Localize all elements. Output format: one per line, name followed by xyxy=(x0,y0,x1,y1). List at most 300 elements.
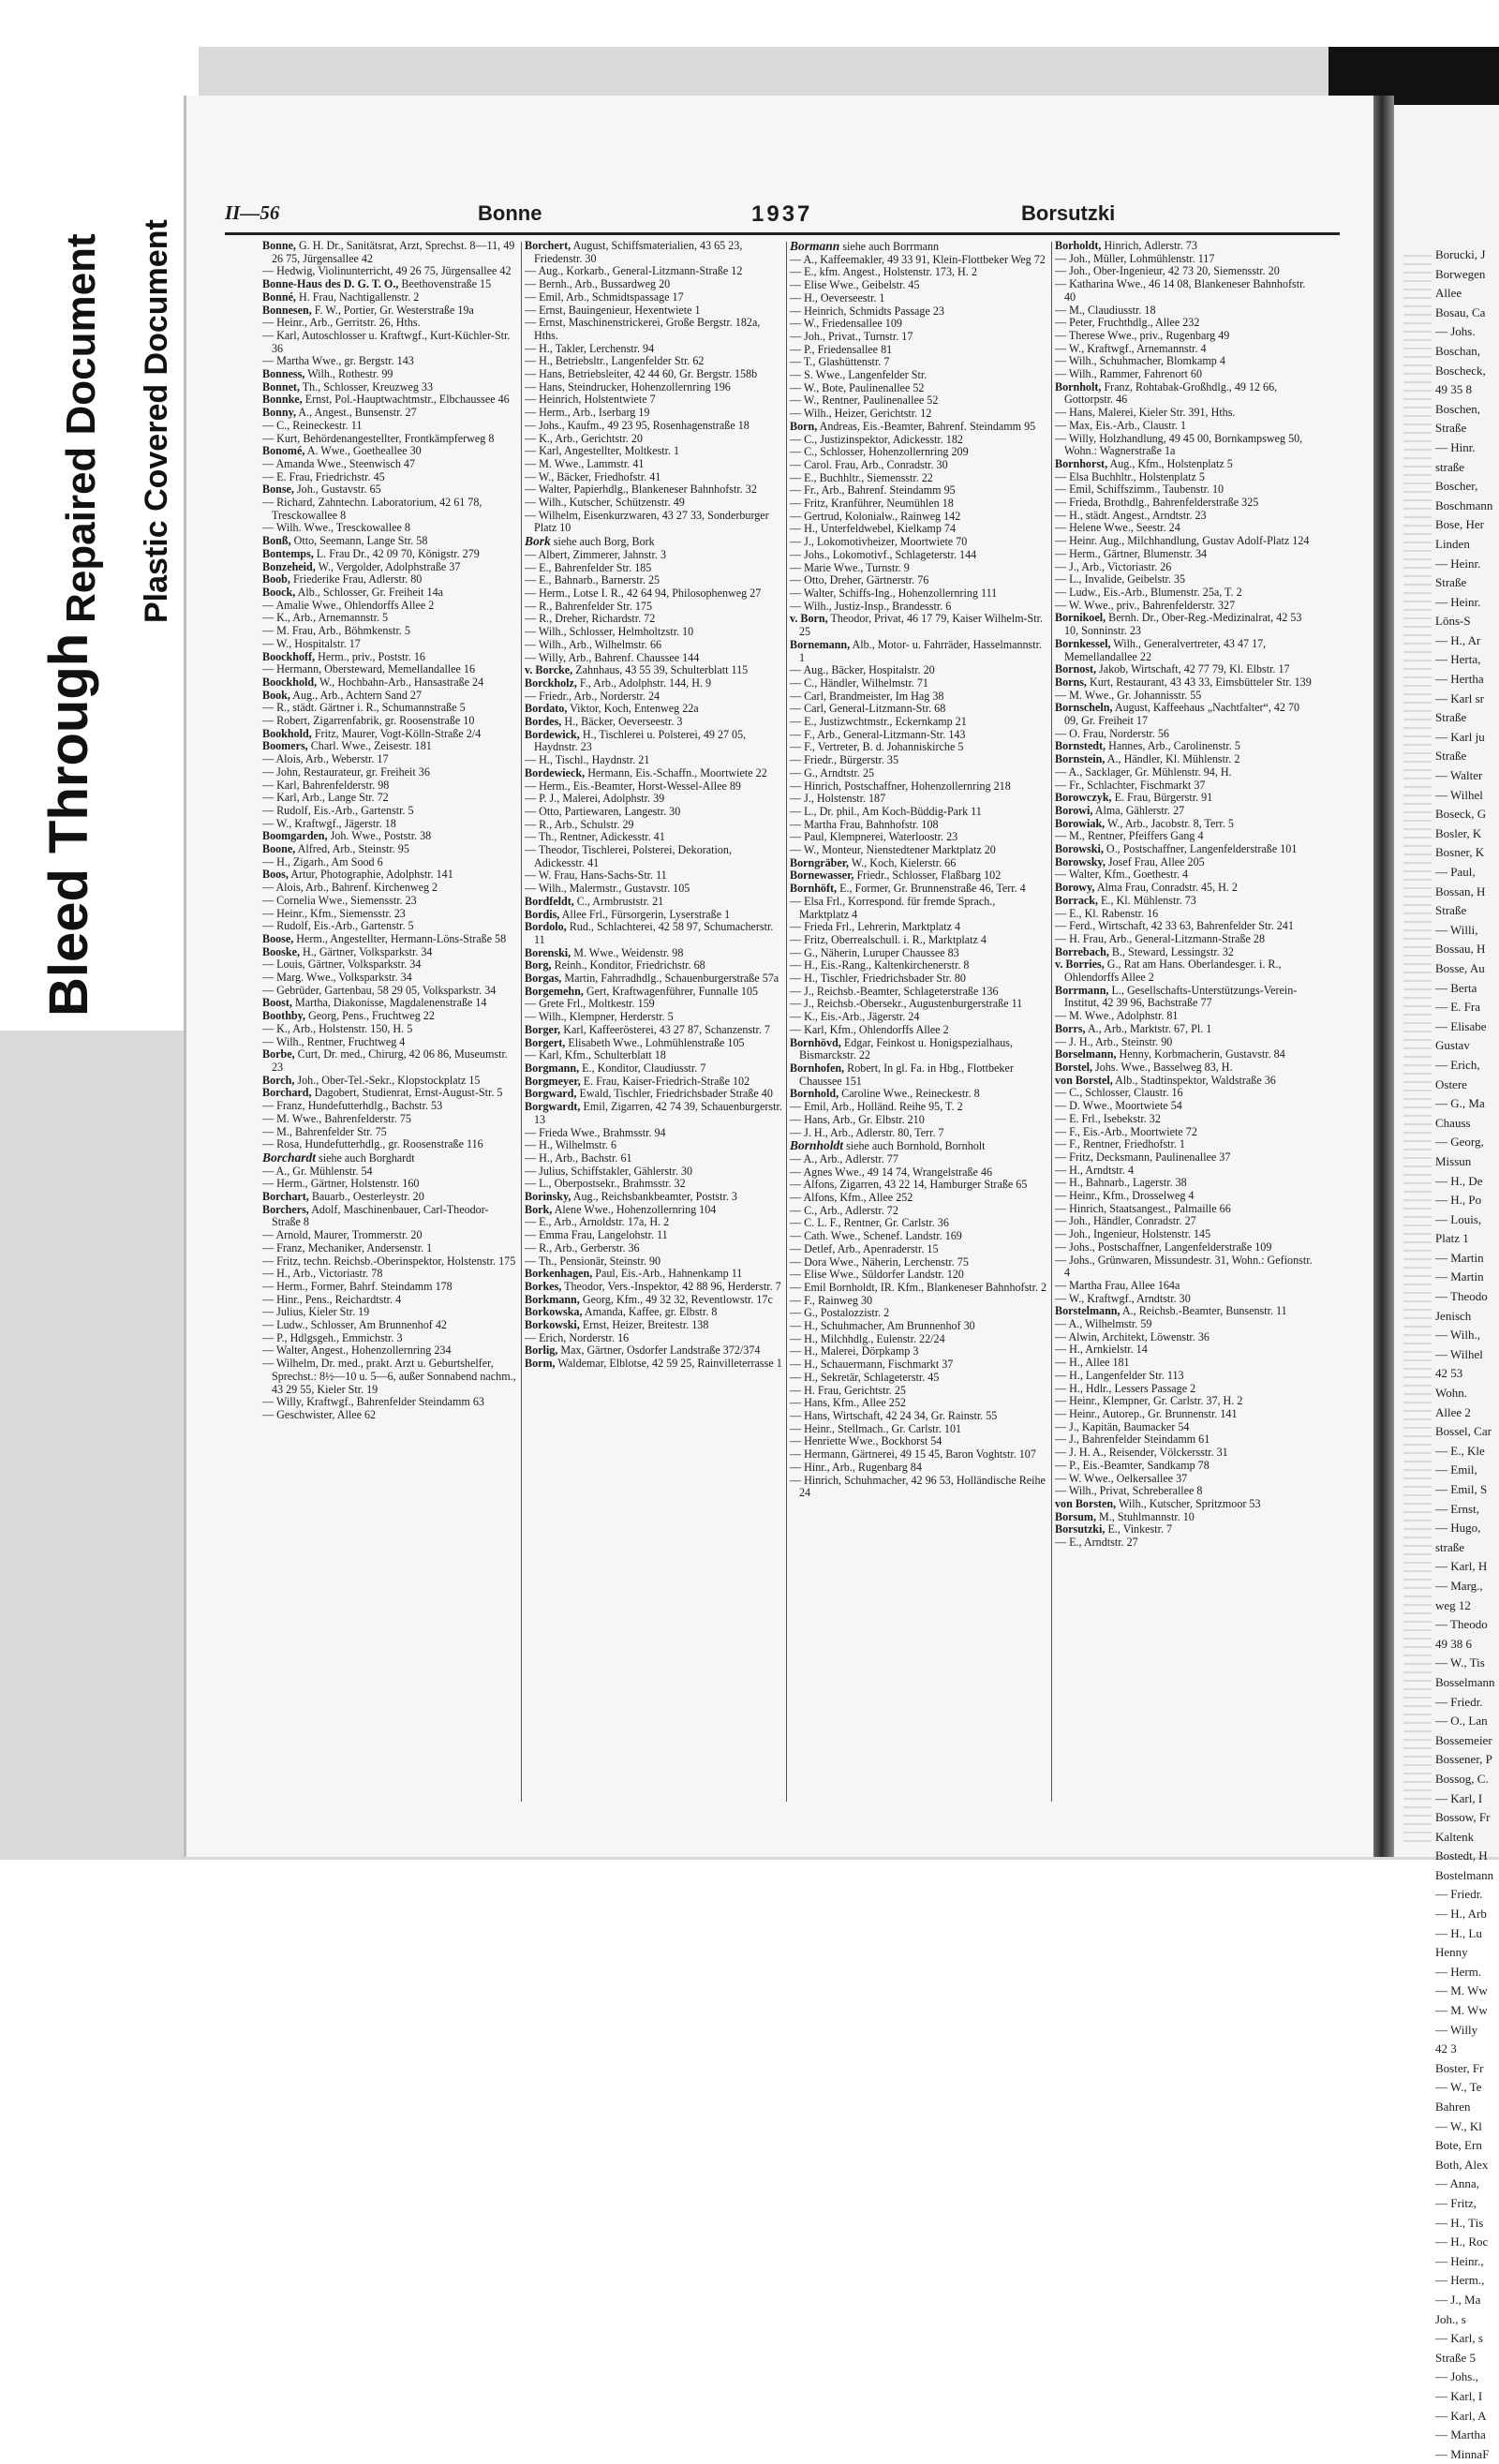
entry-details: — H., Schauermann, Fischmarkt 37 xyxy=(790,1358,954,1372)
entry-details: — C., Händler, Wilhelmstr. 71 xyxy=(790,675,928,690)
entry-details: — H. Frau, Gerichtstr. 25 xyxy=(790,1383,906,1397)
entry-details: — Elsa Frl., Korrespond. für fremde Sprach., Marktplatz 4 xyxy=(790,894,996,921)
entry-surname: Borsum, xyxy=(1055,1509,1097,1523)
entry-details: — Walter, Kfm., Goethestr. 4 xyxy=(1055,868,1189,882)
directory-entry xyxy=(1055,1523,1315,1536)
entry-details: — Wilh., Privat, Schreberallee 8 xyxy=(1055,1484,1203,1498)
entry-details: — Wilh., Klempner, Herderstr. 5 xyxy=(525,1010,674,1024)
fragment-line: Wohn. xyxy=(1435,1386,1467,1401)
entry-details: Joh., Ober-Tel.-Sekr., Klopstockplatz 15 xyxy=(297,1073,481,1087)
entry-details: — Rudolf, Eis.-Arb., Gartenstr. 5 xyxy=(262,919,414,933)
fragment-line: 42 53 xyxy=(1435,1366,1463,1381)
entry-details: — John, Restaurateur, gr. Freiheit 36 xyxy=(262,764,430,779)
entry-details: — H., Eis.-Rang., Kaltenkirchenerstr. 8 xyxy=(790,958,970,972)
entry-details: — Herm., Arb., Iserbarg 19 xyxy=(525,406,650,420)
entry-surname: Borgert, xyxy=(525,1035,566,1049)
entry-details: — D. Wwe., Moortwiete 54 xyxy=(1055,1099,1182,1113)
entry-details: — Alwin, Architekt, Löwenstr. 36 xyxy=(1055,1329,1210,1343)
entry-surname: Bornscheln, xyxy=(1055,701,1113,715)
directory-entry xyxy=(262,561,517,574)
entry-details: Ernst, Pol.-Hauptwachtmstr., Elbchaussee 46 xyxy=(304,393,510,407)
directory-entry xyxy=(262,240,517,265)
entry-details: — S. Wwe., Langenfelder Str. xyxy=(790,368,928,382)
fragment-line: Straße xyxy=(1435,749,1467,764)
fragment-line: — Willy xyxy=(1435,2022,1478,2037)
directory-entry xyxy=(790,741,1047,754)
entry-details: Aug., Arb., Achtern Sand 27 xyxy=(292,688,423,702)
entry-details: — A., Sacklager, Gr. Mühlenstr. 94, H. xyxy=(1055,764,1232,779)
entry-surname: Borckholz, xyxy=(525,675,577,690)
entry-details: — J., Kapitän, Baumacker 54 xyxy=(1055,1419,1190,1433)
entry-details: — Herm., Gärtner, Holstenstr. 160 xyxy=(262,1177,420,1191)
column-divider xyxy=(521,242,522,1802)
directory-entry xyxy=(1055,561,1315,574)
directory-entry xyxy=(1055,1395,1315,1408)
entry-details: Alfred, Arb., Steinstr. 95 xyxy=(297,842,409,856)
entry-details: — Willy, Arb., Bahrenf. Chaussee 144 xyxy=(525,650,700,664)
directory-entry xyxy=(262,690,517,703)
entry-details: Zahnhaus, 43 55 39, Schulterblatt 115 xyxy=(575,663,749,677)
directory-entry xyxy=(1055,497,1315,510)
directory-entry xyxy=(1055,1485,1315,1498)
entry-details: — W., Hospitalstr. 17 xyxy=(262,636,361,650)
directory-entry xyxy=(262,1151,517,1165)
directory-entry xyxy=(262,792,517,805)
entry-details: — Walter, Schiffs-Ing., Hohenzollernring 111 xyxy=(790,586,998,600)
directory-entry xyxy=(262,1126,517,1139)
directory-entry xyxy=(1055,958,1315,984)
directory-entry xyxy=(525,265,782,278)
directory-entry xyxy=(525,562,782,575)
entry-details: — H., Betriebsltr., Langenfelder Str. 62 xyxy=(525,354,705,368)
entry-details: O., Postschaffner, Langenfelderstraße 101 xyxy=(1106,842,1298,856)
entry-details: — Ernst, Maschinenstrickerei, Große Bergstr. 182a, Hths. xyxy=(525,316,761,342)
directory-entry xyxy=(790,998,1047,1011)
fragment-line: — Heinr. xyxy=(1435,556,1481,571)
entry-surname: Bonne-Haus des D. G. T. O., xyxy=(262,277,399,291)
entry-details: — Albert, Zimmerer, Jahnstr. 3 xyxy=(525,547,666,561)
directory-entry xyxy=(1055,1061,1315,1075)
entry-surname: Borstel, xyxy=(1055,1061,1092,1074)
entry-details: — Hedwig, Violinunterricht, 49 26 75, Jürgensallee 42 xyxy=(262,264,512,278)
entry-surname: Bornemann, xyxy=(790,637,851,651)
entry-details: Gert, Kraftwagenführer, Funnalle 105 xyxy=(586,984,759,998)
entry-details: — E., Bahnarb., Barnerstr. 25 xyxy=(525,573,660,587)
entry-details: — Ludw., Eis.-Arb., Blumenstr. 25a, T. 2 xyxy=(1055,585,1242,599)
entry-details: — Hans, Betriebsleiter, 42 44 60, Gr. Bergstr. 158b xyxy=(525,367,758,381)
directory-entry xyxy=(262,1409,517,1422)
entry-details: — J. H., Arb., Steinstr. 90 xyxy=(1055,1034,1173,1048)
directory-entry xyxy=(525,819,782,832)
entry-surname: Bordis, xyxy=(525,907,560,921)
entry-details: — Frieda Wwe., Brahmsstr. 94 xyxy=(525,1125,666,1139)
fragment-line: — Wilhel xyxy=(1435,787,1483,802)
directory-entry xyxy=(790,613,1047,638)
fragment-line: Boscher, xyxy=(1435,479,1478,494)
entry-details: — Carol. Frau, Arb., Conradstr. 30 xyxy=(790,457,948,471)
entry-details: — H., Malerei, Dörpkamp 3 xyxy=(790,1344,919,1358)
directory-entry xyxy=(790,1153,1047,1166)
directory-entry xyxy=(1055,381,1315,407)
directory-entry xyxy=(1055,740,1315,753)
directory-entry xyxy=(262,946,517,959)
fragment-line: Straße xyxy=(1435,710,1467,725)
directory-entry xyxy=(525,896,782,909)
entry-details: — Alfons, Zigarren, 43 22 14, Hamburger Straße 65 xyxy=(790,1178,1028,1192)
entry-details: Johs. Wwe., Basselweg 83, H. xyxy=(1095,1061,1233,1074)
fragment-line: Bossan, H xyxy=(1435,883,1486,898)
entry-details: — Frieda, Brothdlg., Bahrenfelderstraße 325 xyxy=(1055,496,1259,510)
fragment-line: Straße xyxy=(1435,421,1467,436)
fragment-line: Bosau, Ca xyxy=(1435,304,1486,319)
entry-surname: Borkowski, xyxy=(525,1318,580,1332)
directory-column-3 xyxy=(790,240,1047,1804)
fragment-line: — Friedr. xyxy=(1435,1694,1483,1709)
directory-entry xyxy=(790,934,1047,947)
entry-details: — Herm., Lotse I. R., 42 64 94, Philosophenweg 27 xyxy=(525,586,762,600)
entry-details: — Carl, General-Litzmann-Str. 68 xyxy=(790,702,946,716)
directory-entry xyxy=(790,318,1047,331)
entry-surname: Borowski, xyxy=(1055,842,1104,856)
fragment-line: — Friedr. xyxy=(1435,1887,1483,1902)
entry-details: — K., Eis.-Arb., Jägerstr. 24 xyxy=(790,1010,920,1024)
directory-entry xyxy=(790,1166,1047,1180)
entry-details: — Fr., Arb., Bahrenf. Steindamm 95 xyxy=(790,483,956,497)
entry-details: Herm., Angestellter, Hermann-Löns-Straße 58 xyxy=(296,931,507,945)
entry-surname: Borowi, xyxy=(1055,803,1093,817)
entry-details: — Franz, Mechaniker, Andersenstr. 1 xyxy=(262,1240,433,1254)
directory-entry xyxy=(1055,676,1315,690)
entry-details: — Joh., Privat., Turnstr. 17 xyxy=(790,329,913,343)
entry-details: — J., Lokomotivheizer, Moortwiete 70 xyxy=(790,535,968,549)
entry-details: — Alfons, Kfm., Allee 252 xyxy=(790,1191,913,1205)
directory-entry xyxy=(1055,343,1315,356)
entry-details: — Ludw., Schlosser, Am Brunnenhof 42 xyxy=(262,1318,447,1332)
directory-entry xyxy=(1055,368,1315,381)
directory-entry xyxy=(1055,278,1315,304)
entry-details: — H., Oeverseestr. 1 xyxy=(790,290,885,304)
fragment-line: — Georg, xyxy=(1435,1135,1484,1150)
directory-entry xyxy=(1055,510,1315,523)
directory-entry xyxy=(790,959,1047,972)
entry-details: — Geschwister, Allee 62 xyxy=(262,1407,377,1421)
last-entry-name: Borsutzki xyxy=(1021,201,1116,225)
entry-surname: Bordewieck, xyxy=(525,765,586,779)
entry-surname: Borkmann, xyxy=(525,1292,580,1306)
entry-details: A., Arb., Marktstr. 67, Pl. 1 xyxy=(1087,1021,1212,1035)
directory-entry xyxy=(790,472,1047,485)
entry-details: — Franz, Hundefutterhdlg., Bachstr. 53 xyxy=(262,1099,443,1113)
entry-details: H., Tischlerei u. Polsterei, 49 27 05, Haydnstr. 23 xyxy=(534,727,747,754)
directory-entry xyxy=(790,254,1047,267)
directory-entry xyxy=(790,986,1047,999)
entry-surname: Bornhofen, xyxy=(790,1061,845,1075)
directory-entry xyxy=(262,573,517,586)
directory-entry xyxy=(1055,1010,1315,1023)
fragment-line: — Ernst, xyxy=(1435,1501,1479,1516)
entry-details: — W., Kraftwgf., Arnemannstr. 4 xyxy=(1055,341,1207,355)
directory-entry xyxy=(790,1423,1047,1436)
directory-entry xyxy=(790,703,1047,716)
entry-details: — W. Frau, Hans-Sachs-Str. 11 xyxy=(525,868,667,883)
directory-entry xyxy=(790,729,1047,742)
entry-surname: Boomgarden, xyxy=(262,829,328,843)
entry-details: — H., Langenfelder Str. 113 xyxy=(1055,1368,1184,1382)
entry-surname: Boose, xyxy=(262,931,294,945)
entry-details: — Johs., Kaufm., 49 23 95, Rosenhagenstraße 18 xyxy=(525,418,750,432)
entry-details: Wilh., Rothestr. 99 xyxy=(307,367,393,381)
fragment-line: — Berta xyxy=(1435,980,1477,995)
entry-details: — F., Arb., General-Litzmann-Str. 143 xyxy=(790,727,966,741)
fragment-line: — Johs., xyxy=(1435,2369,1478,2384)
directory-entry xyxy=(790,947,1047,960)
entry-details: — W., Bote, Paulinenallee 52 xyxy=(790,380,925,394)
fragment-line: Chauss xyxy=(1435,1115,1471,1130)
entry-surname: Born, xyxy=(790,419,818,433)
directory-entry xyxy=(790,780,1047,794)
directory-entry xyxy=(790,1462,1047,1475)
fragment-line: — Martin xyxy=(1435,1269,1484,1284)
directory-entry xyxy=(1055,1460,1315,1473)
entry-details: — J. H., Arb., Adlerstr. 80, Terr. 7 xyxy=(790,1125,944,1139)
directory-entry xyxy=(525,626,782,639)
directory-entry xyxy=(1055,843,1315,856)
directory-entry xyxy=(1055,1165,1315,1178)
entry-details: — H., Allee 181 xyxy=(1055,1356,1130,1370)
entry-surname: Borowy, xyxy=(1055,881,1095,895)
fragment-line: — Emil, S xyxy=(1435,1482,1488,1496)
entry-surname: Borsutzki, xyxy=(1055,1522,1106,1536)
directory-entry xyxy=(525,343,782,356)
entry-details: — Th., Pensionär, Steinstr. 90 xyxy=(525,1254,661,1268)
directory-entry xyxy=(790,767,1047,780)
directory-entry xyxy=(525,1358,782,1371)
directory-entry xyxy=(790,1333,1047,1346)
fragment-line: straße xyxy=(1435,1539,1465,1554)
entry-details: Dagobert, Studienrat, Ernst-August-Str. 5 xyxy=(314,1086,503,1100)
directory-entry xyxy=(1055,1215,1315,1228)
entry-details: — H., Arnkielstr. 14 xyxy=(1055,1343,1148,1357)
entry-details: Josef Frau, Allee 205 xyxy=(1107,854,1205,868)
directory-entry xyxy=(262,779,517,793)
entry-details: — E., Bahrenfelder Str. 185 xyxy=(525,560,652,574)
directory-entry xyxy=(1055,728,1315,741)
directory-entry xyxy=(790,1385,1047,1398)
fragment-line: — H., De xyxy=(1435,1173,1483,1188)
entry-details: — E., kfm. Angest., Holstenstr. 173, H. 2 xyxy=(790,265,977,279)
entry-details: Friedr., Schlosser, Flaßbarg 102 xyxy=(856,868,1002,883)
entry-surname: Borgmeyer, xyxy=(525,1074,581,1088)
entry-details: — Friedr., Arb., Norderstr. 24 xyxy=(525,689,660,703)
entry-surname: Borowsky, xyxy=(1055,854,1106,868)
fragment-line: — Heinr. xyxy=(1435,594,1481,609)
directory-column-2 xyxy=(525,240,782,1804)
entry-details: — H., Tischl., Haydnstr. 21 xyxy=(525,753,650,767)
entry-details: — Fritz, Oberrealschull. i. R., Marktplatz 4 xyxy=(790,932,987,946)
directory-entry xyxy=(525,1127,782,1140)
directory-entry xyxy=(262,1165,517,1179)
entry-details: Herm., priv., Poststr. 16 xyxy=(318,649,425,663)
entry-details: Emil, Zigarren, 42 74 39, Schauenburgerstr. 13 xyxy=(534,1100,782,1126)
fragment-line: — W., Kl xyxy=(1435,2118,1482,2133)
directory-entry xyxy=(525,278,782,291)
entry-details: — Joh., Ober-Ingenieur, 42 73 20, Siemensstr. 20 xyxy=(1055,264,1280,278)
entry-details: — Fritz, Kranführer, Neumühlen 18 xyxy=(790,497,954,511)
directory-entry xyxy=(262,445,517,458)
entry-surname: Bookhold, xyxy=(262,726,312,740)
entry-surname: Borchardt xyxy=(262,1150,317,1165)
entry-details: — Walter, Papierhdlg., Blankeneser Bahnhofstr. 32 xyxy=(525,482,757,497)
directory-entry xyxy=(790,806,1047,819)
entry-surname: Bonzeheid, xyxy=(262,559,316,573)
fragment-line: Missun xyxy=(1435,1153,1472,1168)
entry-details: — H., Schuhmacher, Am Brunnenhof 30 xyxy=(790,1319,975,1333)
directory-entry xyxy=(262,483,517,497)
entry-details: H., Bäcker, Oeverseestr. 3 xyxy=(564,715,683,729)
entry-details: Paul, Eis.-Arb., Hahnenkamp 11 xyxy=(595,1267,743,1281)
directory-entry xyxy=(790,1114,1047,1127)
directory-entry xyxy=(525,1088,782,1101)
entry-details: Wilh., Generalvertreter, 43 47 17, Memellandallee 22 xyxy=(1064,636,1267,663)
directory-entry xyxy=(525,317,782,342)
directory-entry xyxy=(525,986,782,999)
entry-details: — F., Vertreter, B. d. Johanniskirche 5 xyxy=(790,740,964,754)
entry-details: — Hinrich, Postschaffner, Hohenzollernring 218 xyxy=(790,779,1011,793)
directory-entry xyxy=(262,433,517,446)
directory-entry xyxy=(1055,933,1315,946)
directory-entry xyxy=(262,663,517,676)
directory-entry xyxy=(525,483,782,497)
directory-entry xyxy=(790,1088,1047,1101)
entry-details: — H., Arb., Victoriastr. 78 xyxy=(262,1267,383,1281)
fragment-line: Linden xyxy=(1435,536,1470,551)
fragment-line: straße xyxy=(1435,459,1465,474)
directory-entry xyxy=(1055,1370,1315,1383)
entry-details: Th., Schlosser, Kreuzweg 33 xyxy=(302,379,434,393)
page-header xyxy=(225,201,1349,233)
directory-entry xyxy=(262,1396,517,1409)
entry-details: — C., Schlosser, Hohenzollernring 209 xyxy=(790,445,969,459)
entry-details: — E., Justizwchtmstr., Eckernkamp 21 xyxy=(790,715,967,729)
entry-surname: Borchard, xyxy=(262,1086,312,1100)
directory-entry xyxy=(790,511,1047,524)
entry-surname: Bontemps, xyxy=(262,546,314,560)
entry-details: — Walter, Angest., Hohenzollernring 234 xyxy=(262,1343,452,1358)
directory-entry xyxy=(1055,253,1315,266)
entry-details: — Robert, Zigarrenfabrik, gr. Roosenstraße 10 xyxy=(262,714,475,728)
entry-surname: Borgward, xyxy=(525,1087,577,1101)
directory-entry xyxy=(262,638,517,651)
entry-surname: Borns, xyxy=(1055,675,1087,689)
entry-details: — K., Arb., Gerichtstr. 20 xyxy=(525,431,643,445)
entry-surname: Bonnet, xyxy=(262,379,300,393)
directory-entry xyxy=(525,587,782,601)
directory-entry xyxy=(1055,882,1315,895)
entry-surname: Boos, xyxy=(262,868,289,882)
directory-entry xyxy=(1055,690,1315,703)
directory-entry xyxy=(262,586,517,600)
entry-details: — Alois, Arb., Weberstr. 17 xyxy=(262,752,389,766)
entry-details: — A., Kaffeemakler, 49 33 91, Klein-Flottbeker Weg 72 xyxy=(790,252,1046,266)
entry-details: Waldemar, Elblotse, 42 59 25, Rainvilleterrasse 1 xyxy=(557,1357,782,1371)
fragment-line: — Erich, xyxy=(1435,1057,1480,1072)
directory-entry xyxy=(262,908,517,921)
directory-entry xyxy=(1055,573,1315,586)
entry-details: — L., Dr. phil., Am Koch-Büddig-Park 11 xyxy=(790,804,982,818)
entry-details: — Karl, Kfm., Ohlendorffs Allee 2 xyxy=(790,1022,949,1036)
entry-details: — Johs., Grünwaren, Missundestr. 31, Wohn.: Gefionstr. 4 xyxy=(1055,1253,1313,1280)
fragment-line: — Hinr. xyxy=(1435,439,1476,454)
directory-entry xyxy=(525,471,782,484)
directory-entry xyxy=(262,381,517,394)
entry-details: — Fr., Schlachter, Fischmarkt 37 xyxy=(1055,778,1206,792)
directory-entry xyxy=(525,497,782,510)
directory-entry xyxy=(262,702,517,715)
entry-details: Ernst, Heizer, Breitestr. 138 xyxy=(582,1318,709,1332)
directory-entry xyxy=(525,690,782,704)
directory-entry xyxy=(1055,1536,1315,1550)
entry-surname: Book, xyxy=(262,688,290,702)
fragment-line: — Paul, xyxy=(1435,865,1476,879)
directory-entry xyxy=(525,639,782,652)
directory-entry xyxy=(262,651,517,664)
entry-details: — W., Friedensallee 109 xyxy=(790,317,902,331)
entry-details: E. Frau, Kaiser-Friedrich-Straße 102 xyxy=(583,1074,750,1088)
directory-entry xyxy=(790,1358,1047,1372)
directory-entry xyxy=(262,291,517,304)
fragment-line: — M. Ww xyxy=(1435,2003,1488,2018)
directory-entry xyxy=(790,1435,1047,1448)
entry-details: — H., Tischler, Friedrichsbader Str. 80 xyxy=(790,972,966,986)
entry-details: — E. Frau, Friedrichstr. 45 xyxy=(262,469,385,483)
directory-entry xyxy=(262,843,517,856)
directory-entry xyxy=(525,703,782,716)
entry-details: Max, Gärtner, Osdorfer Landstraße 372/374 xyxy=(560,1343,761,1358)
entry-details: — Hans, Arb., Gr. Elbstr. 210 xyxy=(790,1112,925,1126)
entry-surname: Boob, xyxy=(262,572,290,586)
entry-details: — M. Wwe., Gr. Johannisstr. 55 xyxy=(1055,688,1202,702)
entry-surname: Bornhold, xyxy=(790,1087,839,1101)
entry-details: Rud., Schlachterei, 42 58 97, Schumacherstr. 11 xyxy=(534,920,774,946)
entry-details: — L., Oberpostsekr., Brahmsstr. 32 xyxy=(525,1177,686,1191)
fragment-line: — Louis, xyxy=(1435,1211,1482,1226)
entry-surname: Bornhöft, xyxy=(790,882,838,896)
directory-entry xyxy=(262,1138,517,1151)
directory-entry xyxy=(790,1217,1047,1230)
directory-entry xyxy=(790,562,1047,575)
directory-entry xyxy=(790,523,1047,536)
entry-details: — H., Arb., Bachstr. 61 xyxy=(525,1150,632,1165)
directory-entry xyxy=(1055,818,1315,831)
entry-details: — Heinr., Kfm., Siemensstr. 23 xyxy=(262,906,406,920)
entry-details: — Wilh., Heizer, Gerichtstr. 12 xyxy=(790,407,932,421)
fragment-line: Löns-S xyxy=(1435,614,1471,629)
entry-details: — E., Arndtstr. 27 xyxy=(1055,1536,1138,1550)
entry-surname: Borbe, xyxy=(262,1047,295,1061)
entry-surname: Boothby, xyxy=(262,1009,306,1023)
directory-entry xyxy=(790,1101,1047,1114)
entry-details: Adolf, Maschinenbauer, Carl-Theodor-Straße 8 xyxy=(272,1202,489,1229)
entry-details: Aug., Reichsbankbeamter, Poststr. 3 xyxy=(572,1190,737,1204)
fragment-line: — H., Ar xyxy=(1435,632,1481,647)
entry-surname: Bordato, xyxy=(525,702,568,716)
directory-entry xyxy=(1055,1151,1315,1165)
directory-entry xyxy=(790,819,1047,832)
directory-entry xyxy=(262,420,517,433)
entry-details: G., Rat am Hans. Oberlandesger. i. R., Ohlendorffs Allee 2 xyxy=(1064,957,1282,985)
entry-surname: Bonnke, xyxy=(262,393,303,407)
directory-entry xyxy=(262,625,517,638)
